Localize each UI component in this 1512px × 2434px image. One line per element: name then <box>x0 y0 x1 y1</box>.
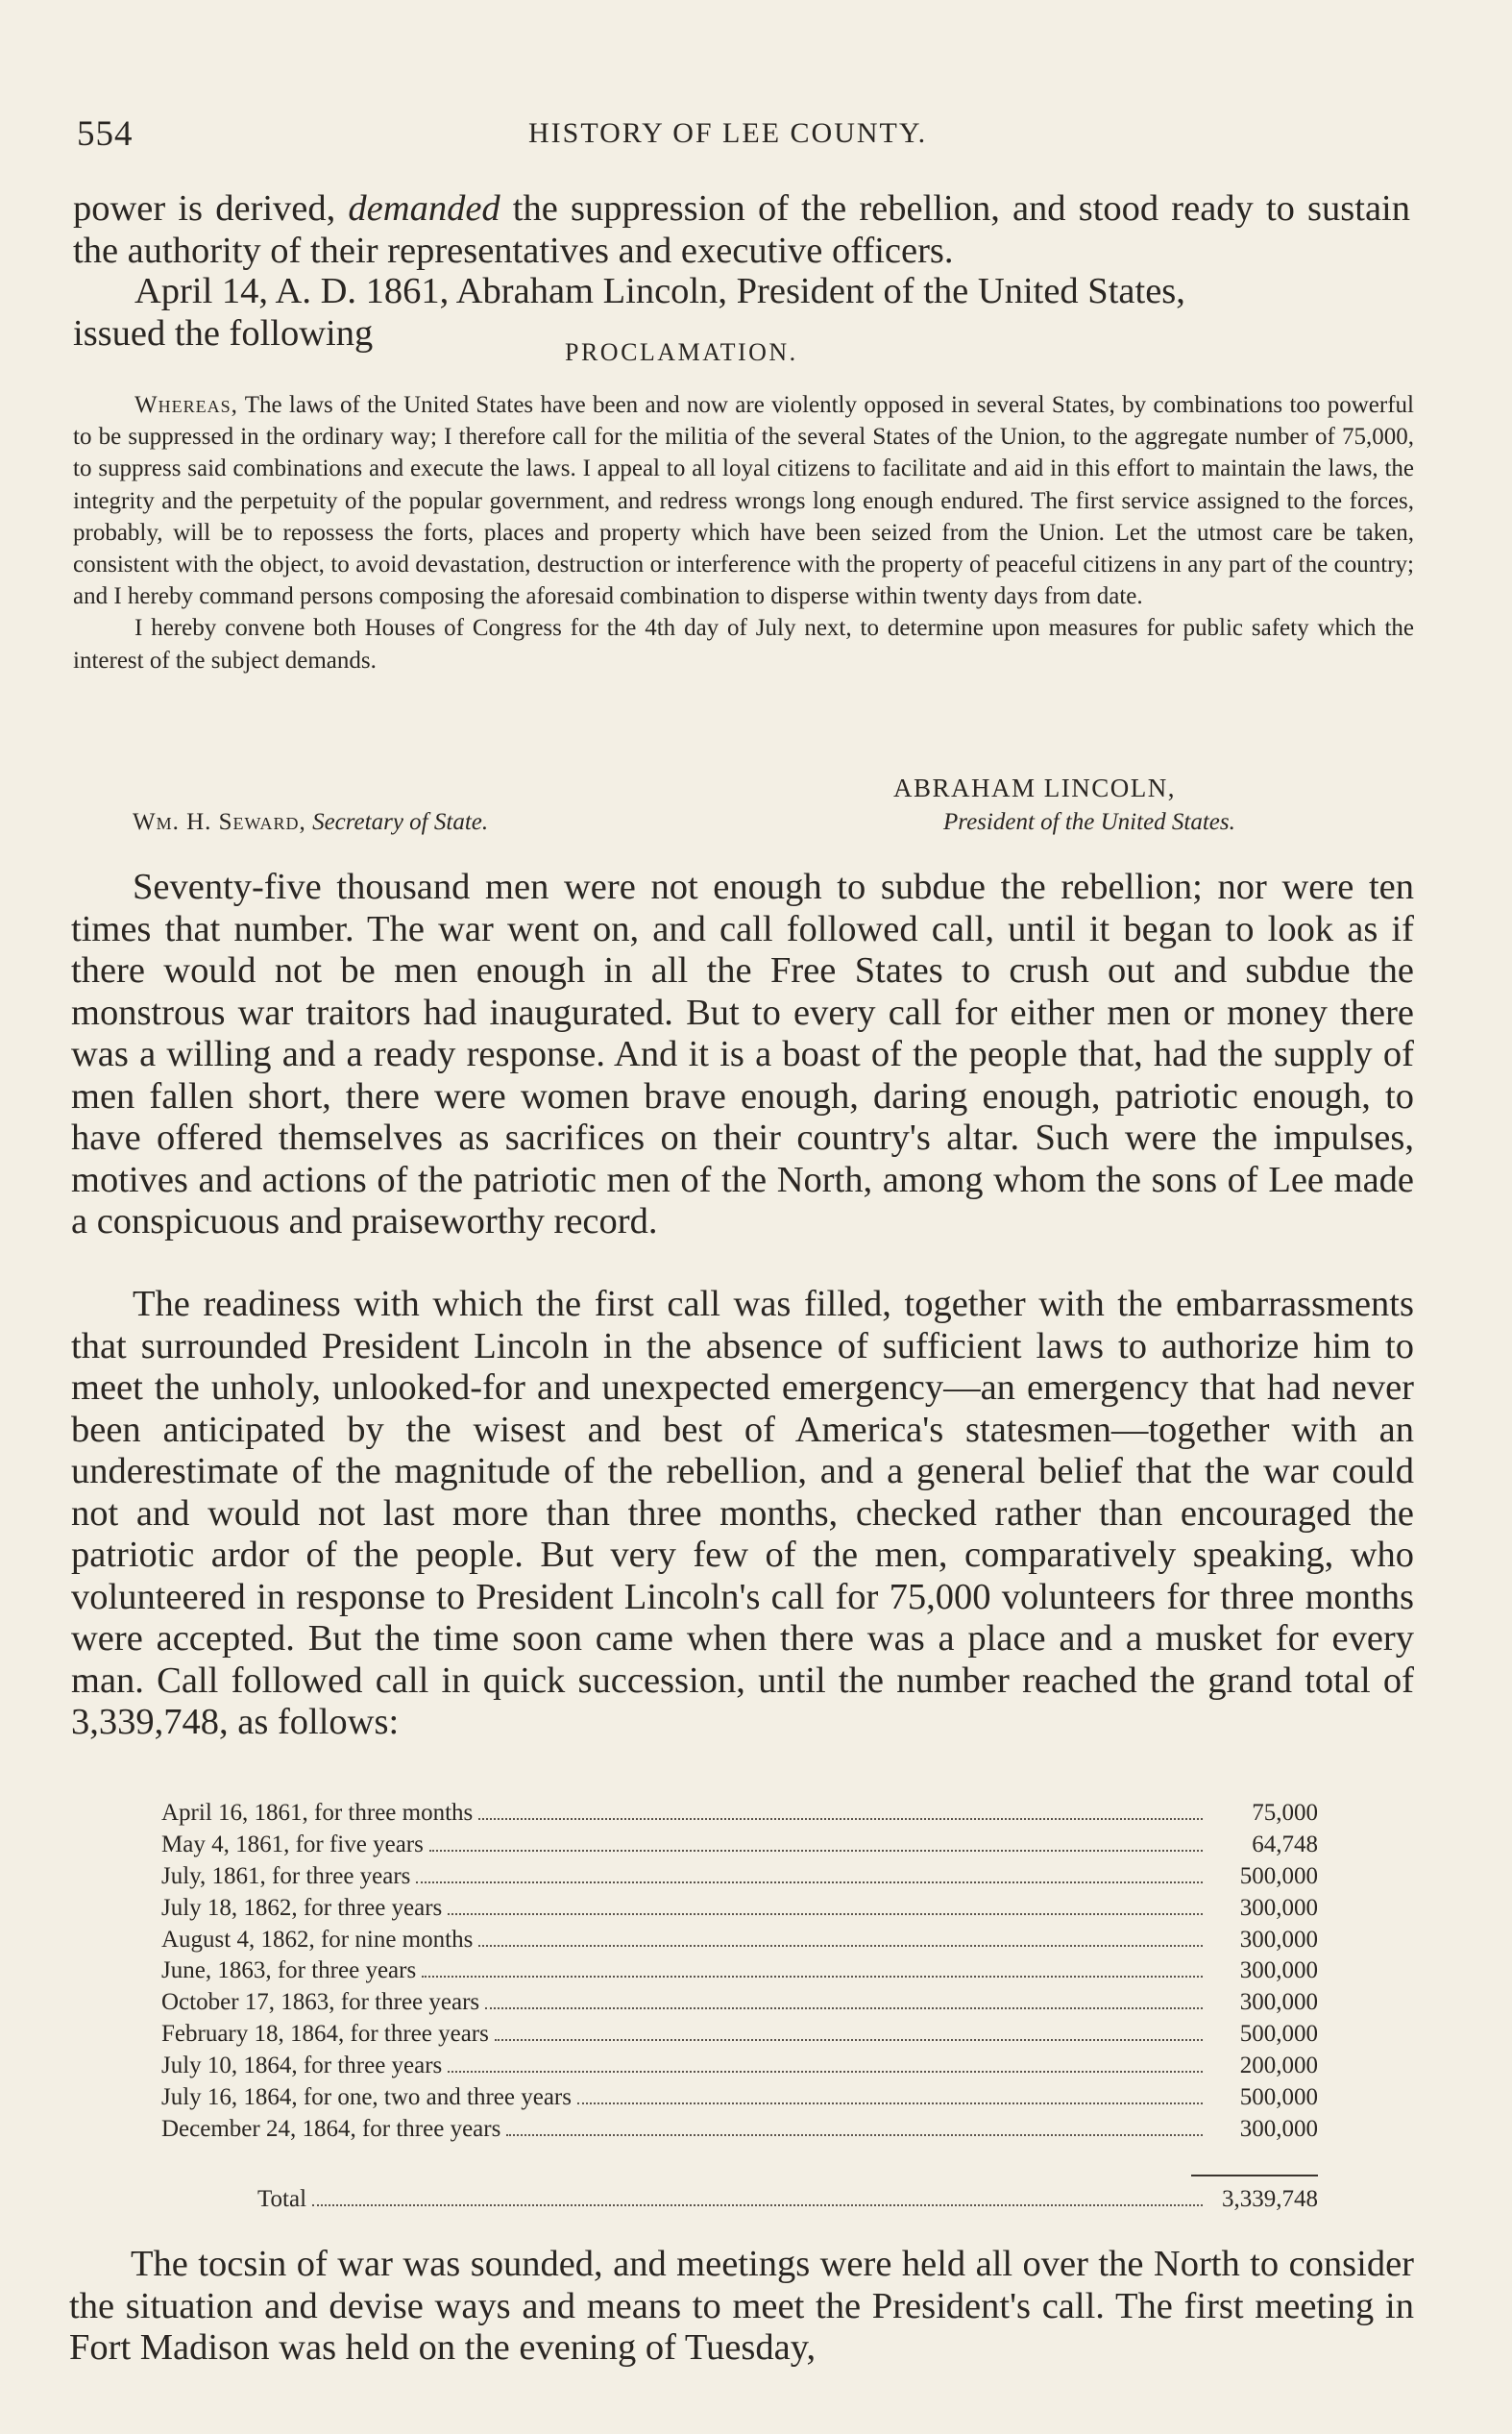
seward-title: Secretary of State. <box>305 809 489 835</box>
table-row <box>161 2116 1318 2148</box>
leader-dots <box>312 2204 1203 2206</box>
table-row <box>161 1989 1318 2021</box>
call-value: 64,748 <box>1252 1831 1318 1857</box>
total-value: 3,339,748 <box>1222 2186 1318 2212</box>
call-label: June, 1863, for three years <box>161 1957 417 1984</box>
proclamation-signer: ABRAHAM LINCOLN, <box>893 774 1176 802</box>
paragraph4-text: The readiness with which the first call was filled, together with the embarrassments that surrounded President Lincoln in the absence of sufficient laws to authorize him to meet the unholy, unlooked-for and unexpected emergency—an emergency that had never been anticipated by the wisest and best of America's statesmen—together with an underestimate of the magnitude of the rebellion, and a general belief that the war could not and would not last more than three months, checked rather than encouraged the patriotic ardor of the people. But very few of the men, comparatively speaking, who volunteered in response to President Lincoln's call for 75,000 volunteers for three months were accepted. But the time soon came when there was a place and a musket for every man. Call followed call in quick succession, until the number reached the grand total of 3,339,748, as follows: <box>71 1284 1414 1742</box>
call-value: 300,000 <box>1239 1926 1318 1953</box>
total-rule <box>1191 2175 1318 2176</box>
page-header <box>77 113 1422 161</box>
paragraph2-line1: April 14, A. D. 1861, Abraham Lincoln, President of the United States, <box>134 271 1185 311</box>
proclamation-text <box>73 389 1414 676</box>
leader-dots <box>478 1945 1203 1947</box>
call-label: April 16, 1861, for three months <box>161 1800 474 1826</box>
call-label: July 18, 1862, for three years <box>161 1894 443 1921</box>
paragraph1-emphasis: demanded <box>348 188 500 229</box>
table-row <box>161 1895 1318 1927</box>
call-value: 75,000 <box>1252 1800 1318 1826</box>
call-label: May 4, 1861, for five years <box>161 1831 424 1857</box>
running-head: HISTORY OF LEE COUNTY. <box>528 117 928 149</box>
leader-dots <box>478 1818 1203 1820</box>
leader-dots <box>448 1913 1203 1915</box>
paragraph2-line2: issued the following <box>73 312 374 354</box>
call-label: July 16, 1864, for one, two and three years <box>161 2084 572 2111</box>
paragraph1-before: power is derived, <box>73 188 349 229</box>
call-value: 200,000 <box>1239 2053 1318 2079</box>
table-row <box>161 2084 1318 2116</box>
leader-dots <box>422 1976 1203 1978</box>
table-row <box>161 2053 1318 2084</box>
leader-dots <box>429 1850 1203 1852</box>
whereas-word: Whereas, <box>134 392 238 418</box>
call-value: 300,000 <box>1239 1894 1318 1921</box>
total-label: Total <box>257 2186 307 2212</box>
paragraph3-text: Seventy-five thousand men were not enough to subdue the rebellion; nor were ten times that number. The war went on, and call followed call, until it began to look as if there would not be men enough in all the Free States to crush out and subdue the monstrous war traitors had inaugurated. But to every call for either men or money there was a willing and a ready response. And it is a boast of the people that, had the supply of men fallen short, there were women brave enough, daring enough, patriotic enough, to have offered themselves as sacrifices on their country's altar. Such were the impulses, motives and actions of the patriotic men of the North, among whom the sons of Lee made a conspicuous and praiseworthy record. <box>71 867 1414 1242</box>
paragraph-continuation <box>73 188 1410 272</box>
paragraph5-text: The tocsin of war was sounded, and meetings were held all over the North to consider the situation and devise ways and means to meet the President's call. The first meeting in Fort Madison was held on the evening of Tuesday, <box>69 2244 1414 2368</box>
table-row <box>161 1863 1318 1895</box>
total-row <box>257 2186 1318 2213</box>
call-label: July 10, 1864, for three years <box>161 2053 443 2079</box>
call-label: December 24, 1864, for three years <box>161 2115 501 2142</box>
table-row <box>161 1832 1318 1863</box>
table-row <box>161 2021 1318 2053</box>
call-value: 300,000 <box>1239 1989 1318 2016</box>
call-label: February 18, 1864, for three years <box>161 2021 489 2048</box>
paragraph-seventy-five-thousand <box>71 867 1414 1243</box>
troop-calls-table <box>161 1800 1318 2148</box>
proclamation-paragraph-2: I hereby convene both Houses of Congress for the 4th day of July next, to determine upon measures for public safety which the interest of the subject demands. <box>73 615 1414 674</box>
leader-dots <box>495 2039 1203 2041</box>
table-row <box>161 1800 1318 1832</box>
signer-title: President of the United States. <box>943 809 1235 835</box>
proclamation-text-1: The laws of the United States have been and now are violently opposed in several States, by combinations too powerful to be suppressed in the ordinary way; I therefore call for the militia of the several States of the Union, to the aggregate number of 75,000, to suppress said combinations and execute the laws. I appeal to all loyal citizens to facilitate and aid in this effort to maintain the laws, the integrity and the perpetuity of the popular government, and redress wrongs long enough endured. The first service assigned to the forces, probably, will be to repossess the forts, places and property which have been seized from the Union. Let the utmost care be taken, consistent with the object, to avoid devastation, destruction or interference with the property of peaceful citizens in any part of the country; and I hereby command persons composing the aforesaid combination to disperse within twenty days from date. <box>73 392 1414 610</box>
call-label: July, 1861, for three years <box>161 1862 411 1889</box>
leader-dots <box>485 2007 1203 2009</box>
call-label: October 17, 1863, for three years <box>161 1989 480 2016</box>
call-label: August 4, 1862, for nine months <box>161 1926 474 1953</box>
leader-dots <box>448 2071 1203 2073</box>
paragraph-readiness <box>71 1284 1414 1744</box>
call-value: 500,000 <box>1239 1862 1318 1889</box>
paragraph1-after: the suppression of the rebellion, and stood ready to sustain the authority of their representatives and executive officers. <box>73 188 1410 271</box>
proclamation-paragraph-1 <box>73 389 1414 612</box>
table-row <box>161 1957 1318 1989</box>
call-value: 500,000 <box>1239 2084 1318 2111</box>
page-number: 554 <box>77 114 134 154</box>
seward-name: Wm. H. Seward, <box>133 809 306 835</box>
paragraph-tocsin <box>69 2244 1414 2370</box>
leader-dots <box>506 2134 1203 2136</box>
seward-signature <box>133 809 488 836</box>
call-value: 300,000 <box>1239 1957 1318 1984</box>
call-value: 300,000 <box>1239 2115 1318 2142</box>
leader-dots <box>577 2102 1203 2104</box>
table-row <box>161 1927 1318 1958</box>
leader-dots <box>416 1881 1203 1883</box>
proclamation-title: PROCLAMATION. <box>565 338 798 366</box>
call-value: 500,000 <box>1239 2021 1318 2048</box>
